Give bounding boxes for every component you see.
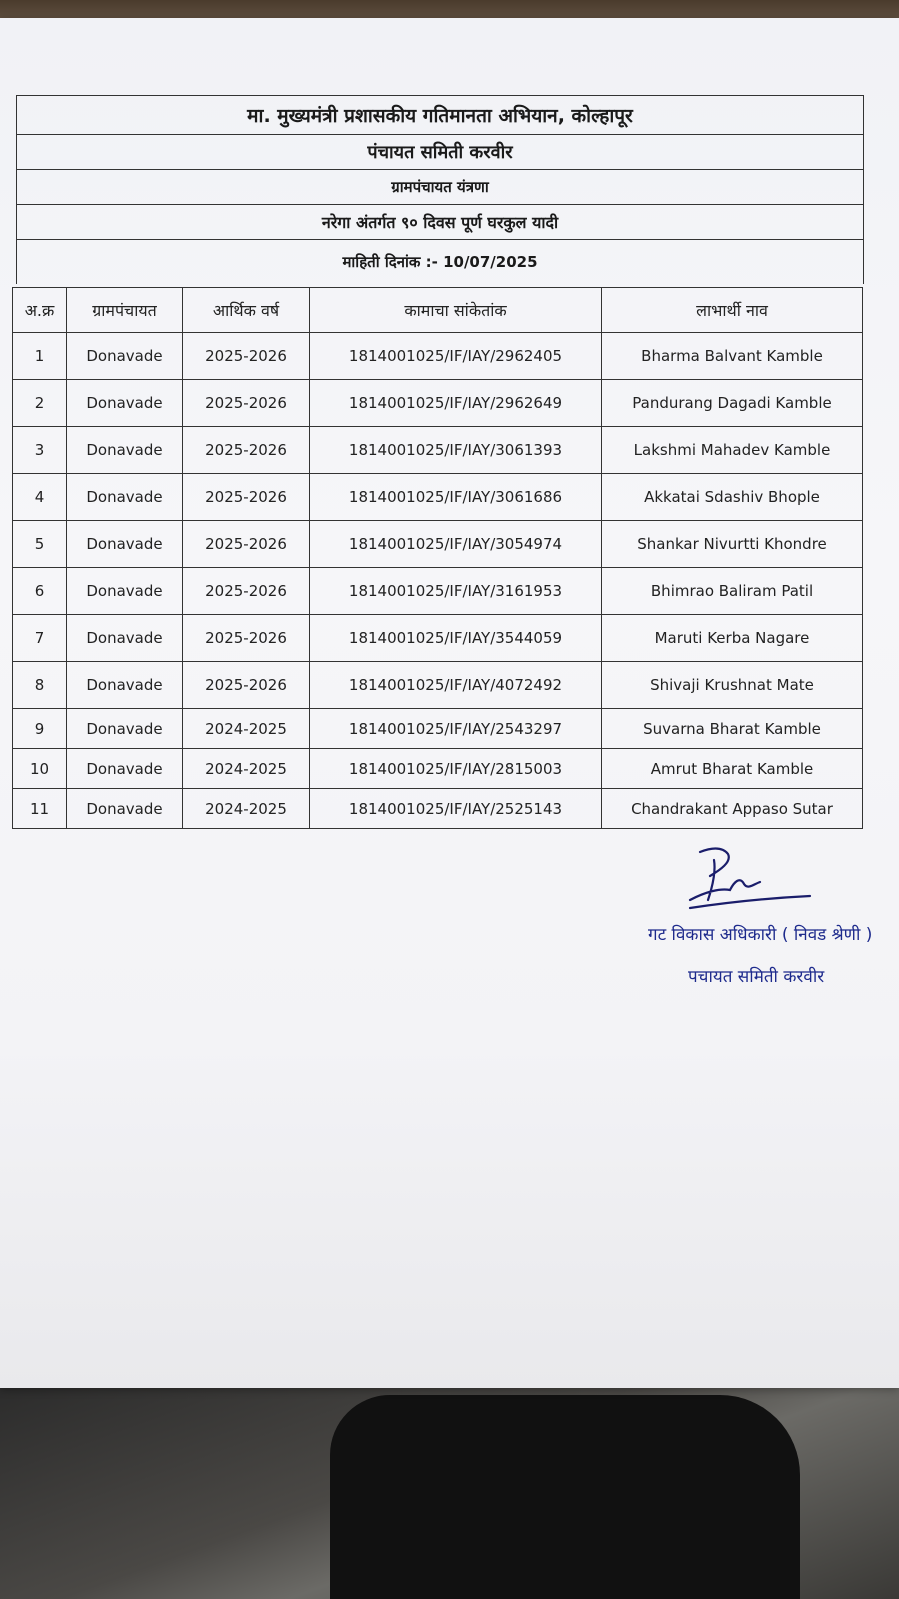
cell-beneficiary-name: Bhimrao Baliram Patil — [602, 568, 863, 615]
cell-gram-panchayat: Donavade — [67, 474, 183, 521]
cell-beneficiary-name: Chandrakant Appaso Sutar — [602, 789, 863, 829]
cell-gram-panchayat: Donavade — [67, 789, 183, 829]
cell-financial-year: 2025-2026 — [183, 615, 310, 662]
cell-work-code: 1814001025/IF/IAY/2962405 — [310, 333, 602, 380]
cell-work-code: 1814001025/IF/IAY/3061393 — [310, 427, 602, 474]
cell-financial-year: 2025-2026 — [183, 333, 310, 380]
header-office: पंचायत समिती करवीर — [17, 135, 863, 170]
header-list-title: नरेगा अंतर्गत ९० दिवस पूर्ण घरकुल यादी — [17, 205, 863, 240]
cell-serial: 11 — [13, 789, 67, 829]
cell-gram-panchayat: Donavade — [67, 615, 183, 662]
table-row — [13, 474, 863, 521]
cell-serial: 7 — [13, 615, 67, 662]
table-row — [13, 568, 863, 615]
beneficiary-table — [12, 287, 863, 829]
cell-serial: 5 — [13, 521, 67, 568]
table-row — [13, 427, 863, 474]
cell-financial-year: 2024-2025 — [183, 749, 310, 789]
cell-work-code: 1814001025/IF/IAY/2543297 — [310, 709, 602, 749]
signature-designation: गट विकास अधिकारी ( निवड श्रेणी ) — [648, 925, 873, 945]
cell-serial: 3 — [13, 427, 67, 474]
cell-beneficiary-name: Lakshmi Mahadev Kamble — [602, 427, 863, 474]
col-header-serial: अ.क्र — [13, 288, 67, 333]
cell-serial: 2 — [13, 380, 67, 427]
cell-gram-panchayat: Donavade — [67, 380, 183, 427]
table-row — [13, 749, 863, 789]
cell-serial: 6 — [13, 568, 67, 615]
cell-work-code: 1814001025/IF/IAY/3061686 — [310, 474, 602, 521]
cell-beneficiary-name: Suvarna Bharat Kamble — [602, 709, 863, 749]
table-row — [13, 789, 863, 829]
table-row — [13, 662, 863, 709]
cell-financial-year: 2025-2026 — [183, 380, 310, 427]
cell-serial: 9 — [13, 709, 67, 749]
signature-office: पचायत समिती करवीर — [688, 967, 825, 987]
cell-serial: 8 — [13, 662, 67, 709]
cell-gram-panchayat: Donavade — [67, 709, 183, 749]
cell-financial-year: 2025-2026 — [183, 568, 310, 615]
cell-gram-panchayat: Donavade — [67, 333, 183, 380]
table-row — [13, 709, 863, 749]
cell-work-code: 1814001025/IF/IAY/3054974 — [310, 521, 602, 568]
table-row — [13, 521, 863, 568]
col-header-beneficiary-name: लाभार्थी नाव — [602, 288, 863, 333]
cell-gram-panchayat: Donavade — [67, 749, 183, 789]
cell-gram-panchayat: Donavade — [67, 568, 183, 615]
cell-gram-panchayat: Donavade — [67, 662, 183, 709]
cell-beneficiary-name: Akkatai Sdashiv Bhople — [602, 474, 863, 521]
cell-gram-panchayat: Donavade — [67, 521, 183, 568]
cell-work-code: 1814001025/IF/IAY/3161953 — [310, 568, 602, 615]
table-row — [13, 380, 863, 427]
document-header — [16, 95, 864, 284]
cell-beneficiary-name: Bharma Balvant Kamble — [602, 333, 863, 380]
col-header-gram-panchayat: ग्रामपंचायत — [67, 288, 183, 333]
cell-serial: 4 — [13, 474, 67, 521]
header-date: माहिती दिनांक :- 10/07/2025 — [342, 253, 538, 271]
cell-beneficiary-name: Maruti Kerba Nagare — [602, 615, 863, 662]
table-header-row — [13, 288, 863, 333]
cell-financial-year: 2025-2026 — [183, 662, 310, 709]
header-title: मा. मुख्यमंत्री प्रशासकीय गतिमानता अभियान, कोल्हापूर — [17, 96, 863, 135]
cell-work-code: 1814001025/IF/IAY/2815003 — [310, 749, 602, 789]
cell-financial-year: 2024-2025 — [183, 789, 310, 829]
cell-beneficiary-name: Amrut Bharat Kamble — [602, 749, 863, 789]
cell-gram-panchayat: Donavade — [67, 427, 183, 474]
cell-beneficiary-name: Shankar Nivurtti Khondre — [602, 521, 863, 568]
signature-scribble — [670, 840, 820, 920]
table-row — [13, 615, 863, 662]
cell-serial: 10 — [13, 749, 67, 789]
cell-beneficiary-name: Pandurang Dagadi Kamble — [602, 380, 863, 427]
header-department: ग्रामपंचायत यंत्रणा — [17, 170, 863, 205]
cell-work-code: 1814001025/IF/IAY/2525143 — [310, 789, 602, 829]
cell-financial-year: 2025-2026 — [183, 521, 310, 568]
cell-work-code: 1814001025/IF/IAY/3544059 — [310, 615, 602, 662]
cell-financial-year: 2024-2025 — [183, 709, 310, 749]
background-shoe — [330, 1395, 800, 1599]
cell-work-code: 1814001025/IF/IAY/4072492 — [310, 662, 602, 709]
col-header-work-code: कामाचा सांकेतांक — [310, 288, 602, 333]
cell-financial-year: 2025-2026 — [183, 474, 310, 521]
table-row — [13, 333, 863, 380]
col-header-financial-year: आर्थिक वर्ष — [183, 288, 310, 333]
cell-financial-year: 2025-2026 — [183, 427, 310, 474]
cell-work-code: 1814001025/IF/IAY/2962649 — [310, 380, 602, 427]
cell-beneficiary-name: Shivaji Krushnat Mate — [602, 662, 863, 709]
cell-serial: 1 — [13, 333, 67, 380]
